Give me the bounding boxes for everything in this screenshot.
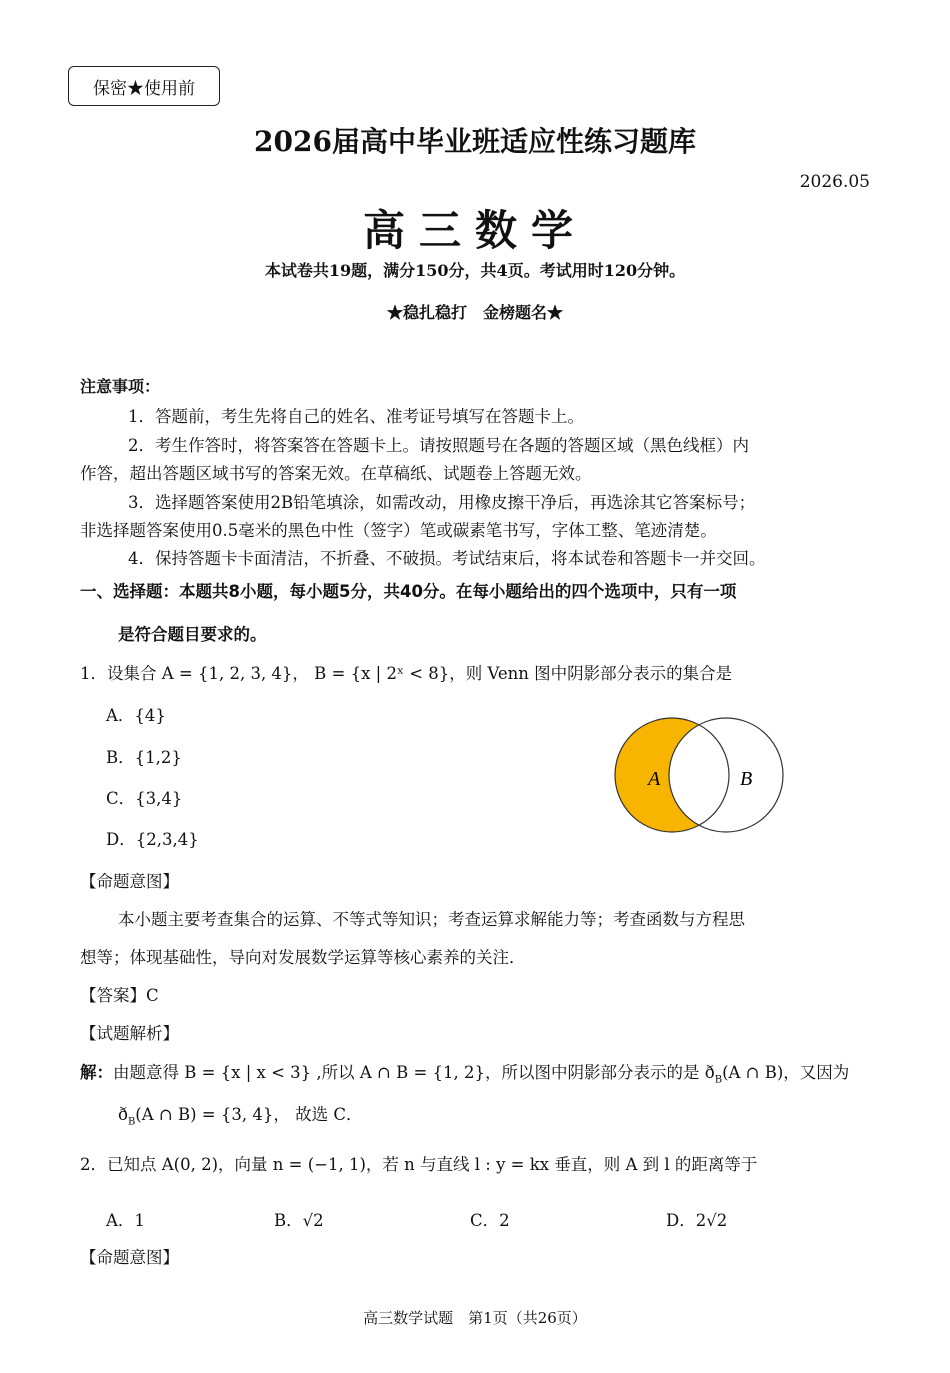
question-1-solution-line-2 — [118, 1101, 362, 1127]
solution-line-2-sub: B — [127, 1116, 136, 1128]
notice-title: 注意事项： — [80, 377, 161, 396]
notice-item-2-line-2: 作答，超出答题区域书写的答案无效。在草稿纸、试题卷上答题无效。 — [80, 464, 592, 483]
notice-item-3-line-1: 3．选择题答案使用2B铅笔填涂，如需改动，用橡皮擦干净后，再选涂其它答案标号； — [128, 493, 756, 512]
question-1-option-a: A．{4} — [106, 706, 166, 725]
question-1-intent-title: 【命题意图】 — [80, 872, 179, 891]
solution-line-1-end: (A ∩ B)，又因为 — [722, 1063, 850, 1082]
question-2-intent-title: 【命题意图】 — [80, 1248, 179, 1267]
section-1-heading-line-1: 一、选择题：本题共8小题，每小题5分，共40分。在每小题给出的四个选项中，只有一项 — [80, 582, 737, 601]
subject-title: 高三数学 — [362, 206, 587, 255]
venn-diagram — [612, 716, 790, 836]
question-2-option-d: D．2√2 — [666, 1211, 728, 1230]
solution-line-2-main: (A ∩ B) = {3, 4}， 故选 C． — [135, 1105, 363, 1124]
question-1-intent-line-1: 本小题主要考查集合的运算、不等式等知识；考查运算求解能力等；考查函数与方程思 — [118, 910, 745, 929]
notice-item-3-line-2: 非选择题答案使用0.5毫米的黑色中性（签字）笔或碳素笔书写，字体工整、笔迹清楚。 — [80, 521, 717, 540]
exam-info: 本试卷共19题，满分150分，共4页。考试用时120分钟。 — [264, 261, 686, 280]
question-1-analysis-title: 【试题解析】 — [80, 1024, 179, 1043]
solution-label: 解： — [80, 1063, 113, 1082]
question-1-solution-line-1 — [80, 1059, 849, 1085]
notice-item-4: 4．保持答题卡卡面清洁，不折叠、不破损。考试结束后，将本试卷和答题卡一并交回。 — [128, 549, 766, 568]
question-1-option-c: C．{3,4} — [106, 789, 183, 808]
question-2-option-b: B．√2 — [274, 1211, 324, 1230]
exam-motto: ★稳扎稳打 金榜题名★ — [386, 303, 563, 322]
question-1-intent-line-2: 想等；体现基础性，导向对发展数学运算等核心素养的关注． — [80, 948, 526, 967]
question-1-stem: 1．设集合 A = {1, 2, 3, 4}， B = {x | 2ˣ < 8}，则 Venn 图中阴影部分表示的集合是 — [80, 664, 733, 683]
venn-label-a: A — [648, 768, 661, 790]
solution-line-1-sub: B — [714, 1074, 723, 1086]
confidential-stamp — [68, 66, 220, 106]
exam-date: 2026.05 — [799, 172, 870, 192]
section-1-heading-line-2: 是符合题目要求的。 — [118, 625, 267, 644]
page-footer: 高三数学试题 第1页（共26页） — [363, 1309, 587, 1327]
confidential-label: 保密★使用前 — [93, 78, 195, 99]
notice-item-2-line-1: 2．考生作答时，将答案答在答题卡上。请按照题号在各题的答题区域（黑色线框）内 — [128, 436, 749, 455]
question-2-option-a: A．1 — [106, 1211, 145, 1230]
venn-label-b: B — [740, 768, 753, 790]
question-2-stem: 2．已知点 A(0, 2)，向量 n = (−1, 1)，若 n 与直线 l : y = kx 垂直，则 A 到 l 的距离等于 — [80, 1155, 758, 1174]
solution-line-2-symbol: ð — [118, 1105, 128, 1124]
notice-item-1: 1．答题前，考生先将自己的姓名、准考证号填写在答题卡上。 — [128, 407, 584, 426]
question-1-option-b: B．{1,2} — [106, 748, 182, 767]
exam-series-title: 2026届高中毕业班适应性练习题库 — [254, 125, 696, 158]
question-1-answer: 【答案】C — [80, 986, 159, 1005]
solution-line-1-main: 由题意得 B = {x | x < 3} ,所以 A ∩ B = {1, 2}，所以图中阴影部分表示的是 ð — [113, 1063, 715, 1082]
question-1-option-d: D．{2,3,4} — [106, 830, 199, 849]
question-2-option-c: C．2 — [470, 1211, 510, 1230]
